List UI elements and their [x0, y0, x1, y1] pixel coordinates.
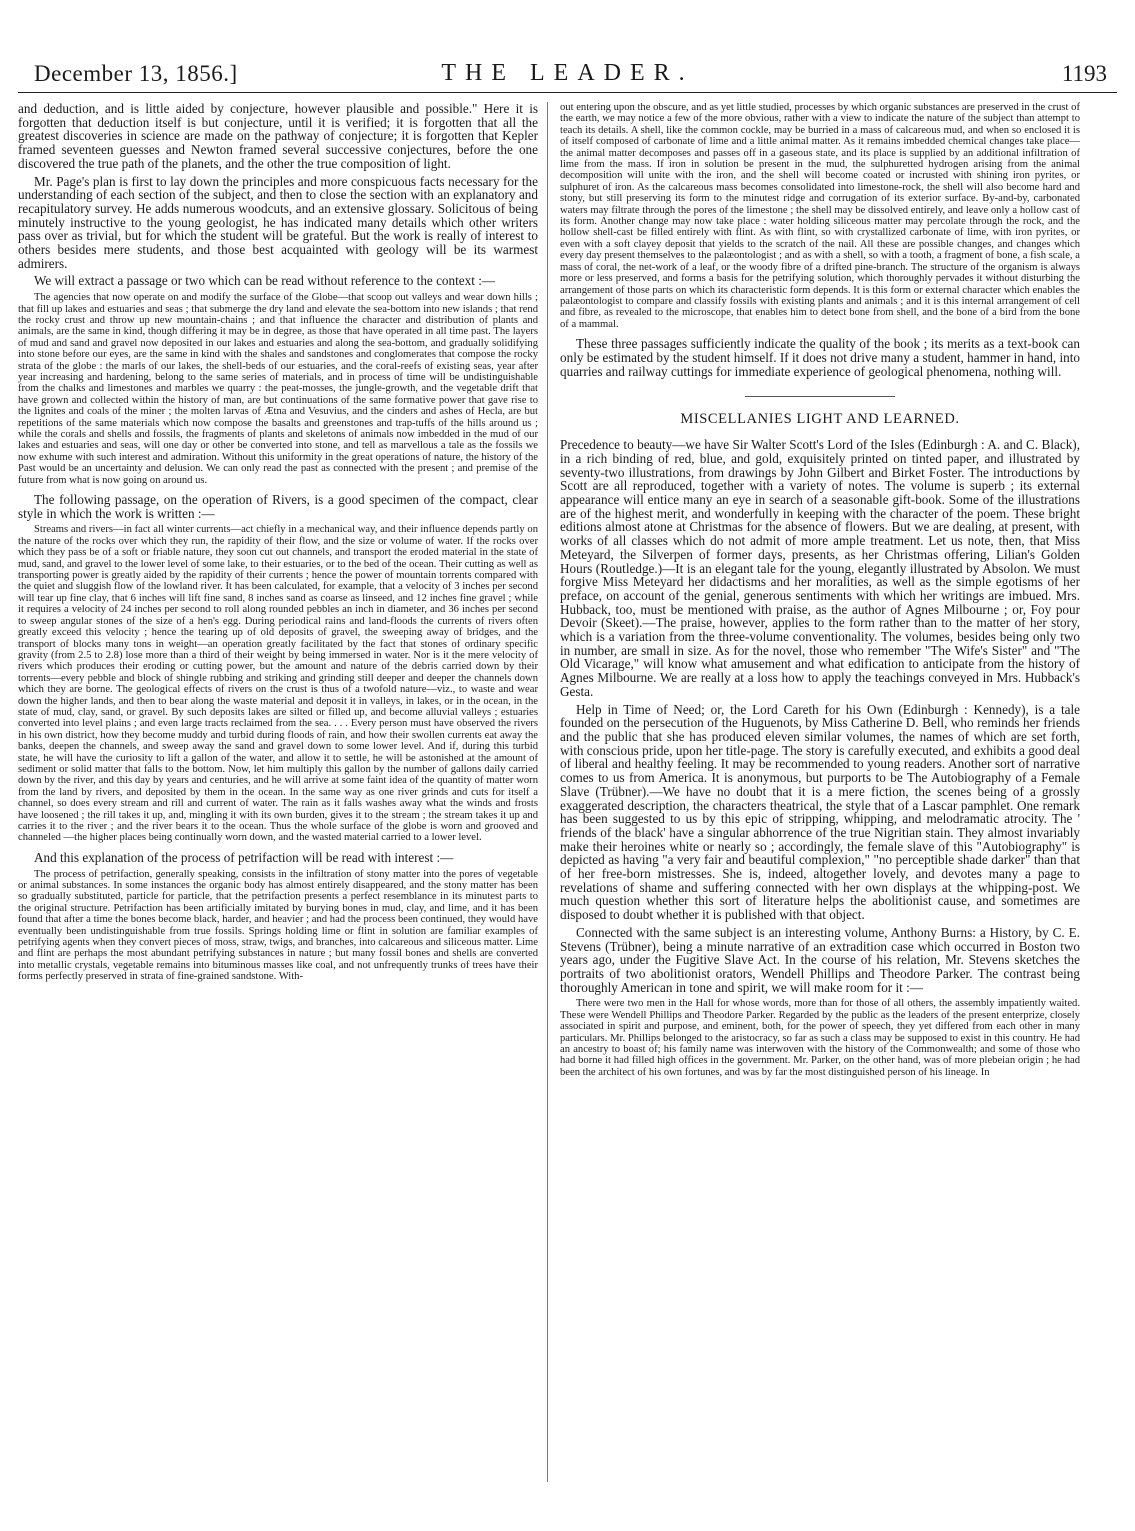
left-column: [18, 102, 538, 1522]
quoted-extract: The agencies that now operate on and modify the surface of the Globe—that scoop out valleys and wear down hills ; that fill up lakes and estuaries and seas ; that submerge the dry land and elevate the sea-bottom into new islands ; that rend the rocky crust and throw up new mountain-chains ; and that influence the character and distribution of plants and animals, are the same in kind, though differing it may be in degree, as those that have operated in all time past. The layers of mud and sand and gravel now deposited in our lakes and estuaries and along the sea-bottom, and gradually solidifying into stone before our eyes, are the same in kind with the shales and sandstones and conglomerates that compose the rocky strata of the globe : the marls of our lakes, the shell-beds of our estuaries, and the coral-reefs of existing seas, year after year increasing and hardening, belong to the same series of materials, and in process of time will be undistinguishable from the chalks and limestones and marbles we quarry : the peat-mosses, the jungle-growth, and the vegetable drift that have grown and collected within the history of man, are but continuations of the same formative power that gave rise to the lignites and coals of the miner ; the molten larvas of Ætna and Vesuvius, and the cinders and ashes of Hecla, are but repetitions of the same materials which now compose the basalts and greenstones and trap-tuffs of the hills around us ; while the corals and shells and fossils, the fragments of plants and skeletons of animals now imbedded in the mud of our lakes and estuaries and seas, will one day or other be converted into stone, and tell as marvellous a tale as the fossils we now exhume with such interest and admiration. Without this uniformity in the great operations of nature, the history of the Past would be an uncertainty and delusion. We can only read the past as connected with the present ; and premise of the future from what is now going on around us.: [18, 292, 538, 486]
quoted-extract: There were two men in the Hall for whose words, more than for those of all others, the assembly impatiently waited. These were Wendell Phillips and Theodore Parker. Regarded by the public as the leaders of the present enterprize, closely associated in spirit and purpose, and eminent, both, for the power of speech, they yet differed from each other in many particulars. Mr. Phillips belonged to the aristocracy, so far as such a class may be supposed to exist in this country. He had an ancestry to boast of; his family name was interwoven with the history of the Commonwealth; and some of those who had borne it had filled high offices in the government. Mr. Parker, on the other hand, was of more plebeian origin ; he had been the architect of his own fortunes, and was by far the most distinguished person of his lineage. In: [560, 998, 1080, 1078]
column-rule: [547, 102, 548, 1482]
paragraph: Connected with the same subject is an interesting volume, Anthony Burns: a History, by C. E. Stevens (Trübner), being a minute narrative of an extradition case which occurred in Boston two years ago, under the Fugitive Slave Act. In the course of his relation, Mr. Stevens sketches the portraits of two abolitionist orators, Wendell Phillips and Theodore Parker. The contrast being thoroughly American in tone and spirit, we will make room for it :—: [560, 924, 1080, 995]
quoted-extract: The process of petrifaction, generally speaking, consists in the infiltration of stony matter into the pores of vegetable or animal substances. In some instances the organic body has almost entirely disappeared, and the stony matter has been so gradually substituted, particle for particle, that the petrifaction presents a perfect resemblance in its minutest parts to the original structure. Petrifaction has been artificially imitated by burying bones in mud, clay, and lime, and it has been found that after a time the bones become black, harder, and heavier ; and had the process been continued, they would have eventually been undistinguishable from true fossils. Springs holding lime or flint in solution are familiar examples of petrifying agents when they convert pieces of moss, straw, twigs, and branches, into calcareous and siliceous matter. Lime and flint are perhaps the most abundant petrifying substances in nature ; but many fossil bones and shells are converted into metallic crystals, vegetable remains into bituminous masses like coal, and not unfrequently trunks of trees have their forms perfectly preserved in strata of fine-grained sandstone. With-: [18, 868, 538, 983]
quoted-extract: Streams and rivers—in fact all winter currents—act chiefly in a mechanical way, and their influence depends partly on the nature of the rocks over which they run, the rapidity of their flow, and the size or volume of water. If the rocks over which they pass be of a soft or friable nature, they soon cut out channels, and transport the eroded material in the state of mud, sand, and gravel to the lower level of some lake, to their estuaries, or to the bed of the ocean. Their cutting as well as transporting power is greatly aided by the rapidity of their currents ; hence the power of mountain torrents compared with the quiet and sluggish flow of the lowland river. It has been calculated, for example, that a velocity of 3 inches per second will tear up fine clay, that 6 inches will lift fine sand, 8 inches sand as coarse as linseed, and 12 inches fine gravel ; while it requires a velocity of 24 inches per second to roll along rounded pebbles an inch in diameter, and 36 inches per second to sweep angular stones of the size of a hen's egg. During periodical rains and land-floods the currents of rivers often greatly exceed this velocity ; hence the tearing up of old deposits of gravel, the sweeping away of bridges, and the transport of blocks many tons in weight—an operation greatly facilitated by the fact that stones of ordinary specific gravity (from 2.5 to 2.8) lose more than a third of their weight by being immersed in water. Nor is it the mere velocity of rivers which produces their eroding or cutting power, but the amount and nature of the debris carried down by their torrents—every pebble and block of shingle rubbing and striking and grinding still deeper and deeper the channels down which they are borne. The geological effects of rivers on the crust is thus of a twofold nature—viz., to waste and wear down the higher lands, and then to bear along the waste material and deposit it in valleys, in lakes, or in the ocean, in the state of mud, clay, sand, or gravel. By such deposits lakes are silted or filled up, and become alluvial valleys ; estuaries converted into level plains ; and even large tracts reclaimed from the sea. . . . Every person must have observed the rivers in his own district, how they become muddy and turbid during floods of rain, and how their swollen currents eat away the banks, deepen the channels, and sweep away the sand and gravel down to some lower level. And if, during this turbid state, he will have the curiosity to lift a gallon of the water, and allow it to settle, he will be astonished at the amount of sediment or solid matter that falls to the bottom. Now, let him multiply this gallon by the number of gallons daily carried down by the river, and this day by years and centuries, and he will arrive at some faint idea of the quantity of matter worn from the land by rivers, and deposited by them in the ocean. In the same way as one river grinds and cuts for itself a channel, so does every stream and rill and current of water. The rain as it falls washes away what the winds and frosts have loosened ; the rill takes it up, and, mingling it with its own burden, gives it to the stream ; the stream takes it up and carries it to the river ; and the river bears it to the ocean. Thus the whole surface of the globe is worn and grooved and channeled —the higher places being continually worn down, and the wasted material carried to a lower level.: [18, 524, 538, 844]
page-header: [18, 62, 1117, 93]
paragraph: Help in Time of Need; or, the Lord Careth for his Own (Edinburgh : Kennedy), is a tale founded on the persecution of the Huguenots, by Miss Catherine D. Bell, who reminds her friends and the public that she has produced eleven similar volumes, the names of which are set forth, with conscious pride, upon her title-page. The story is carefully executed, and exhibits a good deal of liberal and healthy feeling. It may be recommended to young readers. Another sort of narrative comes to us from America. It is anonymous, but purports to be The Autobiography of a Female Slave (Trübner).—We have no doubt that it is a mere fiction, the scenes being of a grossly exaggerated description, the characters theatrical, the style that of a Lascar pamphlet. One remark has been suggested to us by this epic of stripping, whipping, and melodramatic atrocity. The ' friends of the black' have a singular abhorrence of the true Nigritian stain. They almost invariably make their heroines white or nearly so ; accordingly, the female slave of this "Autobiography" is depicted as having "a very fair and beautiful complexion," "no perceptible shade darker" than that of her free-born mistresses. She is, indeed, altogether lovely, and devotes many a page to revelations of shame and suffering connected with her own displays at the whipping-post. We much question whether this sort of literature helps the abolitionist cause, and sometimes are disposed to doubt whether it is published with that object.: [560, 701, 1080, 923]
paragraph: Precedence to beauty—we have Sir Walter Scott's Lord of the Isles (Edinburgh : A. and C. Black), in a rich binding of red, blue, and gold, exquisitely printed on tinted paper, and illustrated by seventy-two illustrations, from drawings by John Gilbert and Birket Foster. The introductions by Scott are all reproduced, together with a variety of notes. The volume is superb ; its external appearance will entice many an eye in search of a seasonable gift-book. Some of the illustrations are of the highest merit, and wonderfully in keeping with the character of the poem. These bright editions almost atone at Christmas for the absence of flowers. But we are dealing, at present, with works of all classes which do not admit of more ample treatment. Let us note, then, that Miss Meteyard, the Silverpen of former days, presents, as her Christmas offering, Lilian's Golden Hours (Routledge.)—It is an elegant tale for the young, elegantly illustrated by Absolon. We must forgive Miss Meteyard her didactisms and her moralities, as well as the simple egotisms of her preface, on account of the genial, generous sentiments with which her writings are imbued. Mrs. Hubback, too, must be mentioned with praise, as the author of Agnes Milbourne ; or, Foy pour Devoir (Skeet).—The praise, however, applies to the form rather than to the matter of her story, which is a variation from the three-volume conventionality. The volumes, besides being only two in number, are small in size. As for the novel, those who remember "The Wife's Sister" and "The Old Vicarage," will know what amusement and what edification to anticipate from the history of Agnes Milbourne. We are really at a loss how to apply the teachings conveyed in Mrs. Hubback's Gesta.: [560, 437, 1080, 699]
right-column: [560, 102, 1080, 1522]
header-date: December 13, 1856.]: [34, 61, 238, 86]
paragraph: And this explanation of the process of petrifaction will be read with interest :—: [34, 849, 454, 865]
paragraph: The following passage, on the operation of Rivers, is a good specimen of the compact, clear style in which the work is written :—: [18, 492, 538, 521]
section-heading: MISCELLANIES LIGHT AND LEARNED.: [680, 411, 960, 428]
section-divider: [745, 396, 895, 397]
paragraph: and deduction, and is little aided by conjecture, however plausible and possible." Here it is forgotten that deduction itself is but conjecture, until it is verified; it is forgotten that all the greatest discoveries in science are made on the pathway of conjecture; it is forgotten that Kepler framed seventeen guesses and Newton framed several successive conjectures, before the one discovered the true path of the planets, and the other the true composition of light.: [18, 102, 538, 171]
page-number: 1193: [1061, 61, 1107, 86]
quoted-extract: out entering upon the obscure, and as yet little studied, processes by which organic substances are preserved in the crust of the earth, we may notice a few of the more obvious, rather with a view to indicate the nature of the subject than attempt to teach its details. A shell, like the common cockle, may be burried in a mass of calcareous mud, and when so enclosed it is of itself composed of carbonate of lime and a little animal matter. As it remains imbedded chemical changes take place—the animal matter decomposes and passes off in a gaseous state, and its place is supplied by an additional infiltration of lime from the mass. If iron in solution be present in the mud, the sulphuretted hydrogen arising from the animal decomposition will unite with the iron, and the shell will become coated or incrusted with shining iron pyrites, or sulphuret of iron. As the calcareous mass becomes consolidated into limestone-rock, the shell will also become hard and stony, but still preserving its form to the minutest ridge and corrugation of its exterior surface. By-and-by, carbonated waters may filtrate through the pores of the limestone ; the shell may be dissolved entirely, and leave only a hollow cast of its form. Another change may now take place : water holding siliceous matter may percolate through the rock, and the hollow shell-cast be filled entirely with flint. As with flint, so with crystallized carbonate of lime, with iron pyrites, or even with a soft clayey deposit that yields to the scratch of the nail. All these are possible changes, and changes which every day present themselves to the palæontologist ; and as with a shell, so with a tooth, a fragment of bone, a fish scale, a mass of coral, the net-work of a leaf, or the woody fibre of a drifted pine-branch. The structure of the organism is always more or less preserved, and forms a basis for the petrifying solution, which thoroughly pervades it without disturbing the arrangement of those parts on which its characteristic form depends. It is this form or external character which enables the palæontologist to compare and classify fossils with existing plants and animals ; and it is this internal arrangement of cell and fibre, as revealed to the microscope, that enables him to detect bone from shell, and the bone of a bird from the bone of a mammal.: [560, 102, 1080, 330]
newspaper-title: THE LEADER.: [441, 60, 694, 86]
paragraph: These three passages sufficiently indicate the quality of the book ; its merits as a text-book can only be estimated by the student himself. If it does not drive many a student, hammer in hand, into quarries and railway cuttings for immediate experience of geological phenomena, nothing will.: [560, 336, 1080, 379]
paragraph: We will extract a passage or two which can be read without reference to the context :—: [34, 273, 496, 289]
paragraph: Mr. Page's plan is first to lay down the principles and more conspicuous facts necessary for the understanding of each section of the subject, and then to close the section with an explanatory and recapitulatory survey. He adds numerous woodcuts, and an extensive glossary. Solicitous of being minutely instructive to the young geologist, he has indicated many details which other writers pass over as trivial, but for which the student will be grateful. But the work is really of interest to others besides mere students, and those best acquainted with geology will be its warmest admirers.: [18, 173, 538, 271]
